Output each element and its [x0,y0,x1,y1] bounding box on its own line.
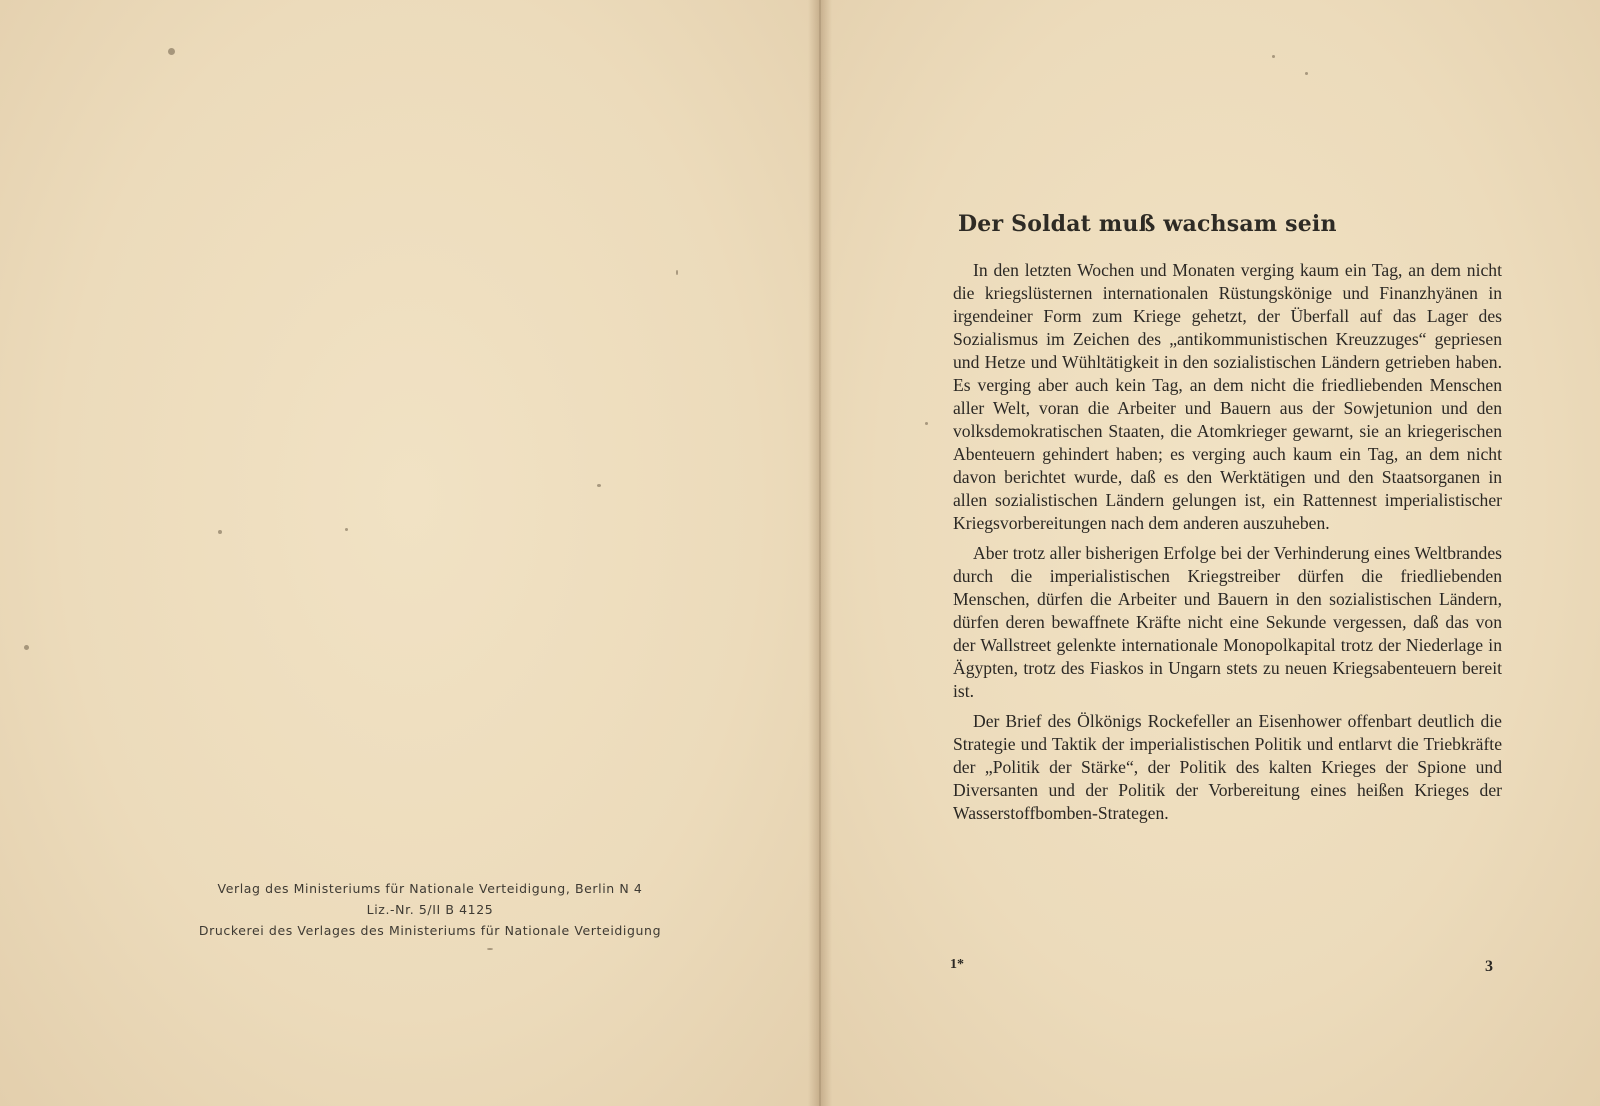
paper-speck [218,530,222,534]
imprint-publisher-line: Verlag des Ministeriums für Nationale Verteidigung, Berlin N 4 [217,881,643,896]
publisher-imprint [170,878,690,941]
paper-speck [1305,72,1308,75]
signature-mark: 1* [950,957,964,972]
chapter-title: Der Soldat muß wachsam sein [958,211,1337,237]
paper-speck [24,645,29,650]
book-gutter [808,0,832,1106]
page-number: 3 [1485,958,1493,975]
paper-speck [597,484,601,487]
paragraph: Aber trotz aller bisherigen Erfolge bei der Verhinderung eines Weltbrandes durch die imperialistischen Kriegstreiber dürfen die friedliebenden Menschen, dürfen die Arbeiter und Bauern in den sozialistischen Ländern, dürfen deren bewaffnete Kräfte nicht eine Sekunde vergessen, daß das von der Wallstreet gelenkte internationale Monopolkapital trotz der Niederlage in Ägypten, trotz des Fiaskos in Ungarn stets zu neuen Kriegsabenteuern bereit ist. [953,543,1502,701]
imprint-license-line: Liz.-Nr. 5/II B 4125 [366,902,494,917]
imprint-printer-line: Druckerei des Verlages des Ministeriums für Nationale Verteidigung [198,923,662,938]
paper-speck [345,528,348,531]
paper-speck [168,48,175,55]
paper-speck [925,422,928,425]
paragraph: In den letzten Wochen und Monaten verging kaum ein Tag, an dem nicht die kriegslüsternen internationalen Rüstungskönige und Finanzhyänen in irgendeiner Form zum Kriege gehetzt, der Überfall auf das Lager des Sozialismus im Zeichen des „antikommunistischen Kreuzzuges“ gepriesen und Hetze und Wühltätigkeit in den sozialistischen Ländern getrieben haben. Es verging aber auch kein Tag, an dem nicht die friedliebenden Menschen aller Welt, voran die Arbeiter und Bauern aus der Sowjetunion und den volksdemokratischen Staaten, die Atomkrieger gewarnt, sie an kriegerischen Abenteuern gehindert haben; es verging auch kaum ein Tag, an dem nicht davon berichtet wurde, daß es den Werktätigen und den Staatsorganen in allen sozialistischen Ländern gelungen ist, ein Rattennest imperialistischer Kriegsvorbereitungen nach dem anderen auszuheben. [953,260,1502,533]
paper-speck [676,270,678,275]
chapter-body [953,259,1502,832]
paper-speck [1272,55,1275,58]
paper-speck [487,948,493,950]
paragraph: Der Brief des Ölkönigs Rockefeller an Eisenhower offenbart deutlich die Strategie und Taktik der imperialistischen Politik und entlarvt die Triebkräfte der „Politik der Stärke“, der Politik des kalten Krieges der Spione und Diversanten und der Politik der Vorbereitung eines heißen Krieges der Wasserstoffbomben-Strategen. [953,711,1502,823]
